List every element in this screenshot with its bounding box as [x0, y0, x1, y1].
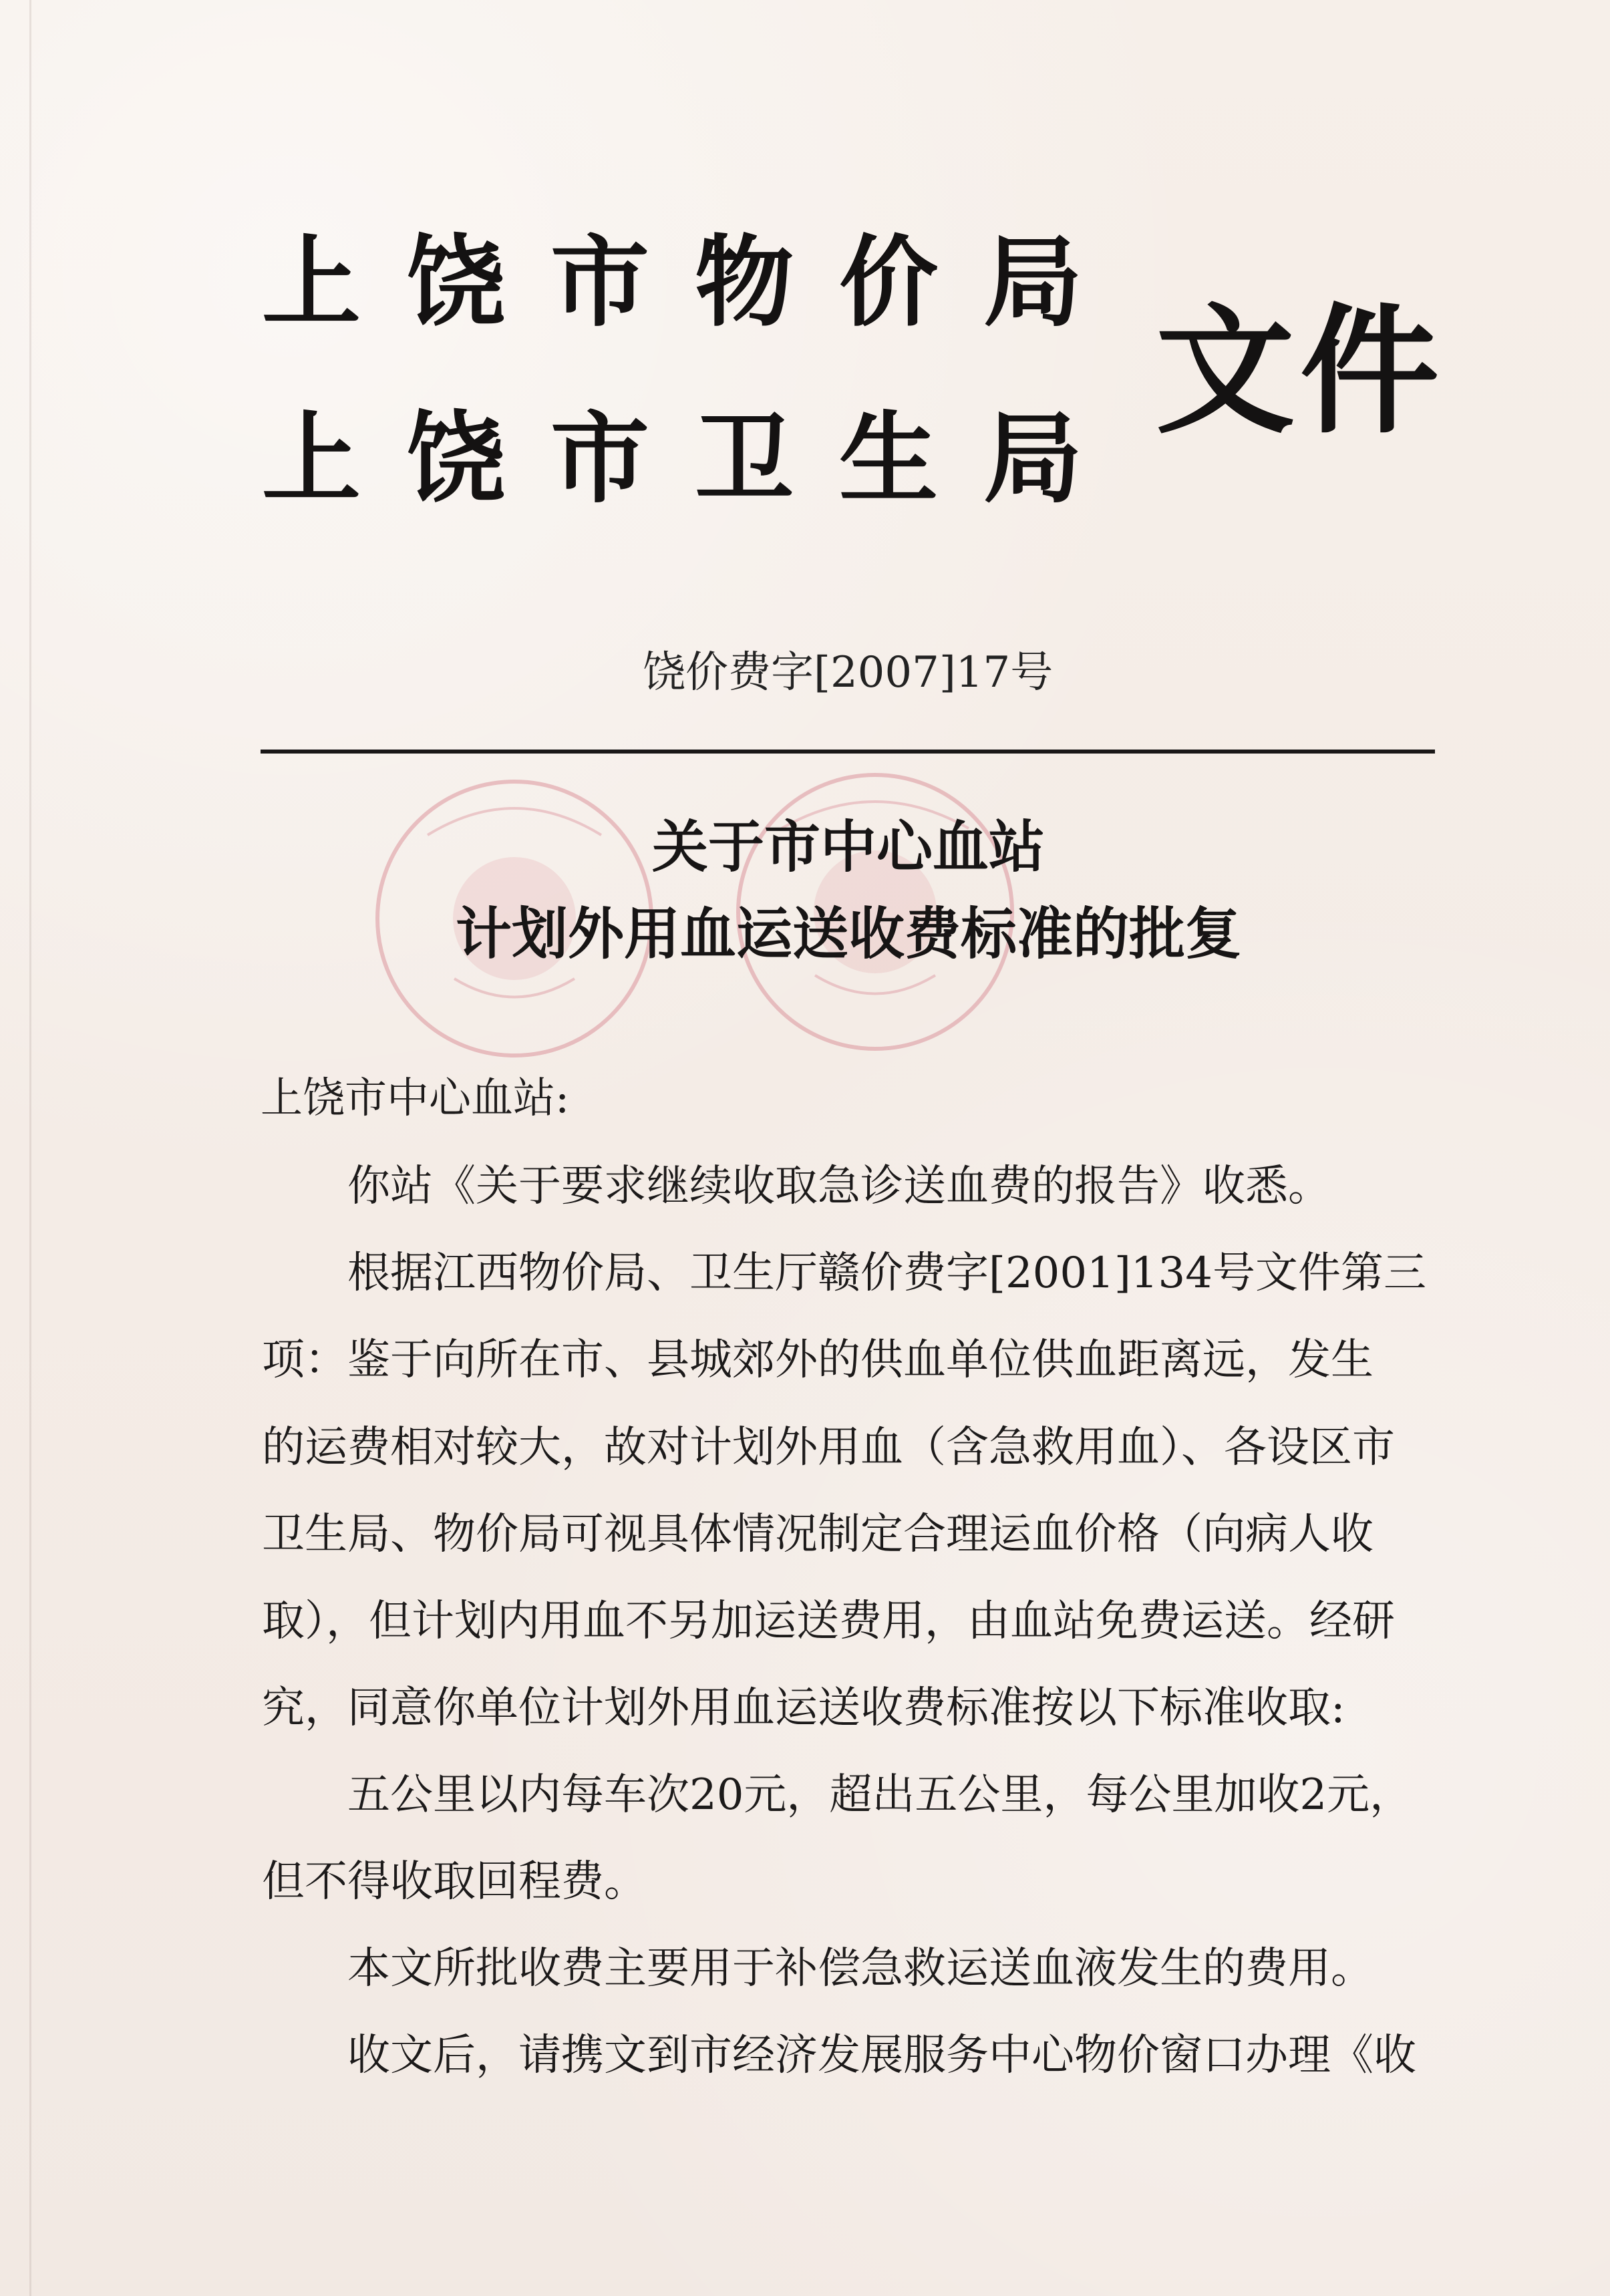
- document-type-label: 文件: [1156, 290, 1444, 453]
- document-title-line-2: 计划外用血运送收费标准的批复: [455, 901, 1241, 967]
- body-line-3: 项：鉴于向所在市、县城郊外的供血单位供血距离远，发生: [262, 1335, 1374, 1385]
- issuer-line-1: 上饶市物价局: [262, 224, 1128, 340]
- salutation: 上饶市中心血站:: [261, 1074, 570, 1122]
- body-line-5: 卫生局、物价局可视具体情况制定合理运血价格（向病人收: [262, 1510, 1374, 1559]
- body-line-8: 五公里以内每车次20元，超出五公里，每公里加收2元，: [347, 1770, 1413, 1820]
- paper-fold-line: [29, 0, 31, 2296]
- body-line-9: 但不得收取回程费。: [262, 1857, 647, 1907]
- body-line-4: 的运费相对较大，故对计划外用血（含急救用血）、各设区市: [262, 1423, 1395, 1472]
- body-line-7: 究，同意你单位计划外用血运送收费标准按以下标准收取:: [262, 1683, 1345, 1733]
- body-line-10: 本文所批收费主要用于补偿急救运送血液发生的费用。: [347, 1944, 1374, 1993]
- body-line-2: 根据江西物价局、卫生厅赣价费字[2001]134号文件第三: [347, 1249, 1426, 1298]
- issuer-line-2: 上饶市卫生局: [262, 400, 1128, 516]
- body-line-1: 你站《关于要求继续收取急诊送血费的报告》收悉。: [347, 1162, 1331, 1211]
- document-title-line-1: 关于市中心血站: [651, 814, 1045, 880]
- body-line-6: 取），但计划内用血不另加运送费用，由血站免费运送。经研: [262, 1597, 1395, 1646]
- body-line-11: 收文后，请携文到市经济发展服务中心物价窗口办理《收: [347, 2031, 1416, 2080]
- document-number: 饶价费字[2007]17号: [643, 648, 1054, 697]
